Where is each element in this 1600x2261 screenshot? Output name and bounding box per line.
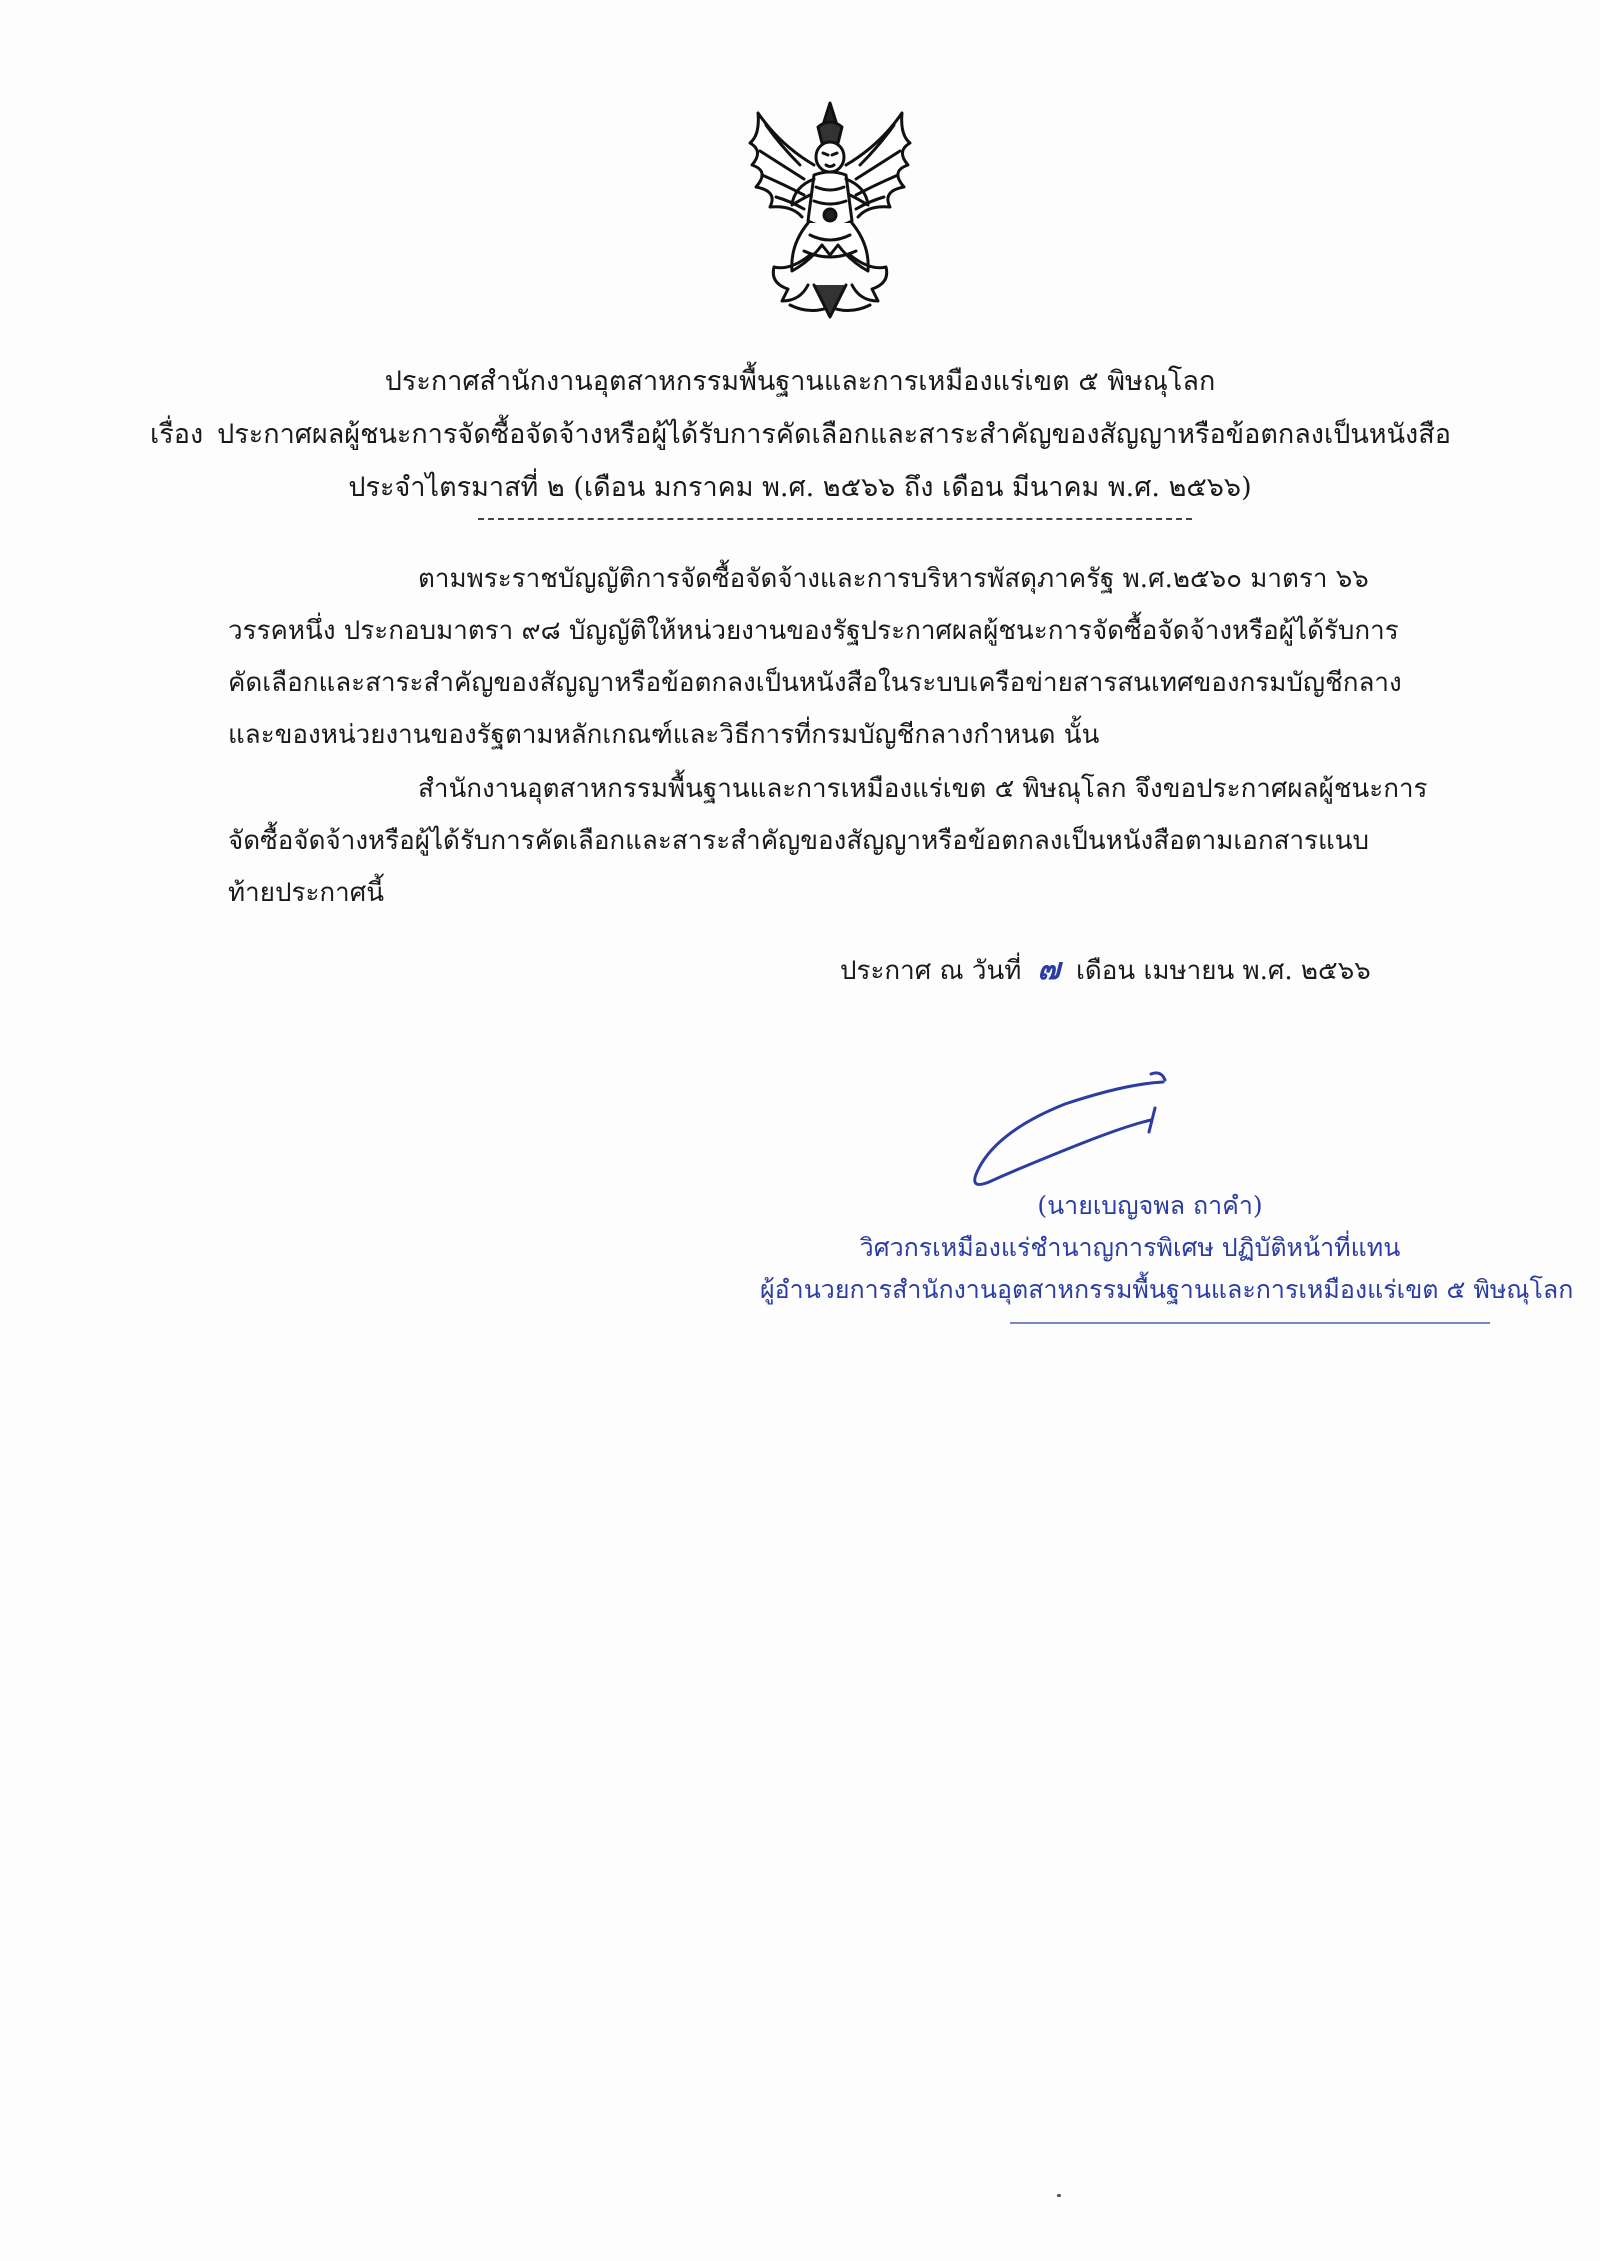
announcement-period: ประจำไตรมาสที่ ๒ (เดือน มกราคม พ.ศ. ๒๕๖๖ ถึง เดือน มีนาคม พ.ศ. ๒๕๖๖) (348, 472, 1252, 503)
body-paragraph-1 (228, 553, 1442, 761)
scan-speck (1057, 2194, 1061, 2197)
title-separator (478, 518, 1192, 520)
announcement-title-block (150, 355, 1450, 514)
subject-text: ประกาศผลผู้ชนะการจัดซื้อจัดจ้างหรือผู้ได้รับการคัดเลือกและสาระสำคัญของสัญญาหรือข้อตกลงเป็นหนังสือ (217, 419, 1451, 450)
announcement-subject (150, 408, 1450, 461)
handwritten-signature (955, 1060, 1175, 1200)
signer-block (760, 1185, 1574, 1311)
paragraph-line: ท้ายประกาศนี้ (228, 878, 385, 908)
signer-office: ผู้อำนวยการสำนักงานอุตสาหกรรมพื้นฐานและการเหมืองแร่เขต ๕ พิษณุโลก (760, 1275, 1574, 1304)
stamp-underline (1010, 1322, 1490, 1324)
paragraph-line: จัดซื้อจัดจ้างหรือผู้ได้รับการคัดเลือกและสาระสำคัญของสัญญาหรือข้อตกลงเป็นหนังสือตามเอกสารแนบ (228, 826, 1370, 856)
paragraph-line: คัดเลือกและสาระสำคัญของสัญญาหรือข้อตกลงเป็นหนังสือในระบบเครือข่ายสารสนเทศของกรมบัญชีกลาง (228, 668, 1402, 698)
announcement-date (840, 944, 1371, 997)
paragraph-line: สำนักงานอุตสาหกรรมพื้นฐานและการเหมืองแร่เขต ๕ พิษณุโลก จึงขอประกาศผลผู้ชนะการ (418, 774, 1428, 804)
date-prefix: ประกาศ ณ วันที่ (840, 956, 1022, 986)
subject-label: เรื่อง (150, 419, 204, 450)
paragraph-line: ตามพระราชบัญญัติการจัดซื้อจัดจ้างและการบริหารพัสดุภาครัฐ พ.ศ.๒๕๖๐ มาตรา ๖๖ (418, 564, 1369, 594)
paragraph-line: วรรคหนึ่ง ประกอบมาตรา ๙๘ บัญญัติให้หน่วยงานของรัฐประกาศผลผู้ชนะการจัดซื้อจัดจ้างหรือผู้ได้รับการ (228, 616, 1399, 646)
date-month-year: เดือน เมษายน พ.ศ. ๒๕๖๖ (1076, 956, 1371, 986)
signer-position: วิศวกรเหมืองแร่ชำนาญการพิเศษ ปฏิบัติหน้าที่แทน (859, 1233, 1401, 1262)
paragraph-line: และของหน่วยงานของรัฐตามหลักเกณฑ์และวิธีการที่กรมบัญชีกลางกำหนด นั้น (228, 720, 1100, 750)
date-day: ๗ (1037, 952, 1061, 987)
garuda-emblem-icon (730, 95, 930, 325)
announcement-heading: ประกาศสำนักงานอุตสาหกรรมพื้นฐานและการเหมืองแร่เขต ๕ พิษณุโลก (384, 366, 1216, 397)
body-paragraph-2 (228, 763, 1442, 919)
signer-name: (นายเบญจพล ถาคำ) (1037, 1191, 1263, 1220)
